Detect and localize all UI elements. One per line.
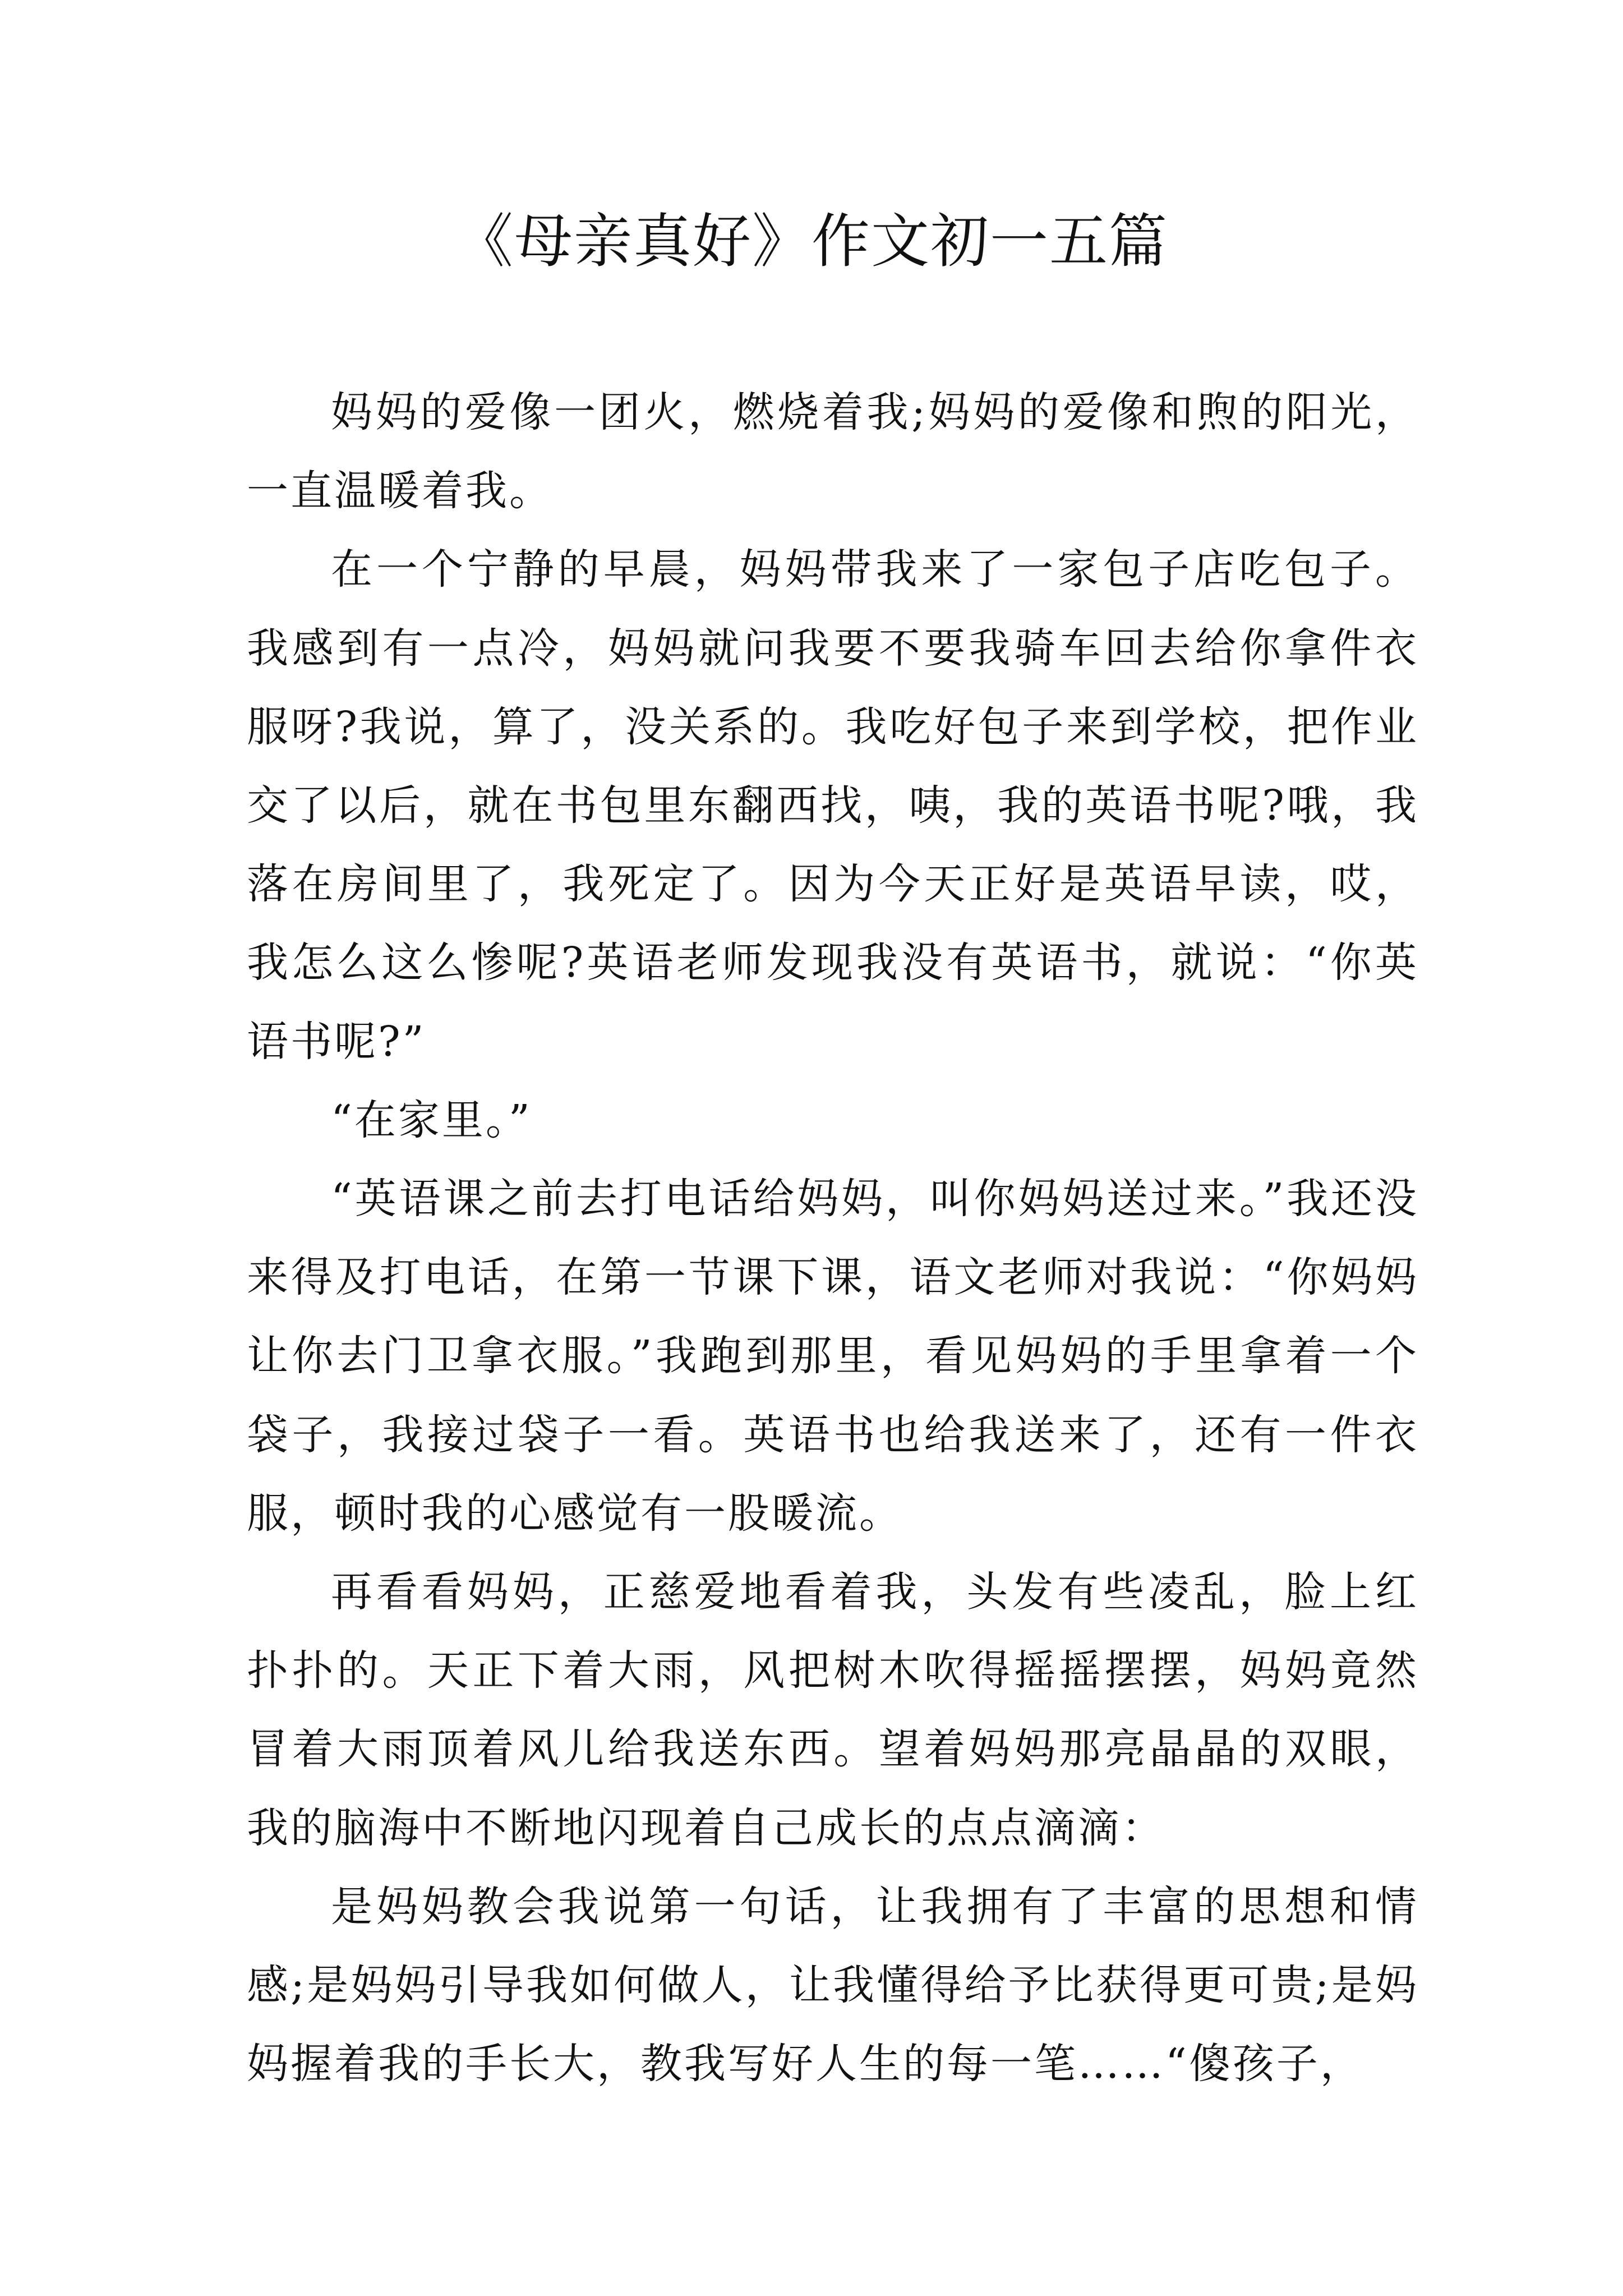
paragraph-2: 在一个宁静的早晨，妈妈带我来了一家包子店吃包子。我感到有一点冷，妈妈就问我要不要我骑车回去给你拿件衣服呀?我说，算了，没关系的。我吃好包子来到学校，把作业交了以后，就在书包里东翻西找，咦，我的英语书呢?哦，我落在房间里了，我死定了。因为今天正好是英语早读，哎，我怎么这么惨呢?英语老师发现我没有英语书，就说：“你英语书呢?” [247, 545, 1419, 1066]
paragraph-3: “在家里。” [331, 1096, 532, 1144]
paragraph-4: “英语课之前去打电话给妈妈，叫你妈妈送过来。”我还没来得及打电话，在第一节课下课，语文老师对我说：“你妈妈让你去门卫拿衣服。”我跑到那里，看见妈妈的手里拿着一个袋子，我接过袋子一看。英语书也给我送来了，还有一件衣服，顿时我的心感觉有一股暖流。 [247, 1175, 1419, 1538]
paragraph-6: 是妈妈教会我说第一句话，让我拥有了丰富的思想和情感;是妈妈引导我如何做人，让我懂得给予比获得更可贵;是妈妈握着我的手长大，教我写好人生的每一笔……“傻孩子， [247, 1882, 1419, 2088]
paragraph-1: 妈妈的爱像一团火，燃烧着我;妈妈的爱像和煦的阳光，一直温暖着我。 [247, 388, 1419, 516]
paragraph-5: 再看看妈妈，正慈爱地看着我，头发有些凌乱，脸上红扑扑的。天正下着大雨，风把树木吹得摇摇摆摆，妈妈竟然冒着大雨顶着风儿给我送东西。望着妈妈那亮晶晶的双眼，我的脑海中不断地闪现着自己成长的点点滴滴： [247, 1568, 1419, 1852]
document-body [247, 373, 1419, 2103]
document-title: 《母亲真好》作文初一五篇 [454, 207, 1168, 275]
